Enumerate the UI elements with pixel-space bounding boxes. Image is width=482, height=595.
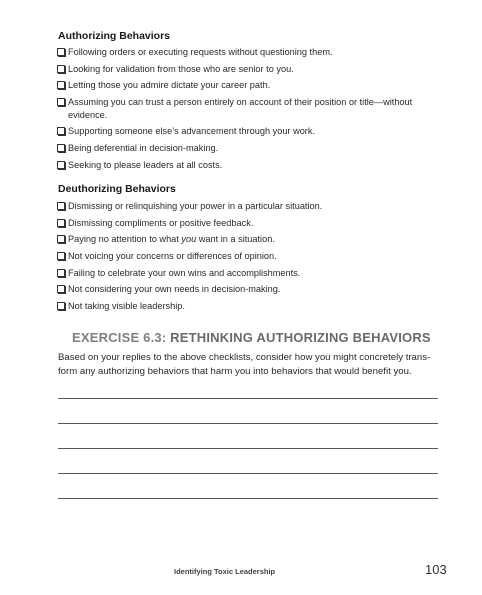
checklist-item-label: Being deferential in decision-making. xyxy=(68,142,219,153)
checkbox-icon[interactable] xyxy=(57,252,65,260)
checkbox-icon[interactable] xyxy=(57,98,65,106)
checklist-item-label: Not taking visible leadership. xyxy=(68,301,185,312)
answer-line[interactable] xyxy=(58,473,438,474)
authorizing-behaviors-heading: Authorizing Behaviors xyxy=(58,30,171,42)
checklist-item-label: Looking for validation from those who are senior to you. xyxy=(68,63,294,74)
deauthorizing-checklist xyxy=(57,200,447,317)
authorizing-checklist xyxy=(57,46,447,175)
checklist-item[interactable] xyxy=(57,46,447,59)
checkbox-icon[interactable] xyxy=(57,269,65,277)
checklist-item[interactable] xyxy=(57,159,447,172)
checkbox-icon[interactable] xyxy=(57,65,65,73)
checklist-item[interactable] xyxy=(57,217,447,230)
checkbox-icon[interactable] xyxy=(57,235,65,243)
checklist-item-label: Supporting someone else’s advancement through your work. xyxy=(68,126,316,137)
answer-line[interactable] xyxy=(58,498,438,499)
checklist-item-label: Dismissing or relinquishing your power in a particular situation. xyxy=(68,201,323,211)
checklist-item[interactable] xyxy=(57,125,447,138)
exercise-label: EXERCISE 6.3: xyxy=(72,330,167,345)
exercise-heading xyxy=(72,330,431,345)
checklist-item[interactable] xyxy=(57,142,447,155)
checkbox-icon[interactable] xyxy=(57,161,65,169)
checkbox-icon[interactable] xyxy=(57,302,65,310)
checklist-item-label: Following orders or executing requests without questioning them. xyxy=(68,47,333,57)
checkbox-icon[interactable] xyxy=(57,144,65,152)
checklist-item-label: Letting those you admire dictate your career path. xyxy=(68,80,271,91)
checklist-item-label: Seeking to please leaders at all costs. xyxy=(68,159,223,170)
checklist-item[interactable] xyxy=(57,96,447,121)
checkbox-icon[interactable] xyxy=(57,48,65,56)
checklist-item[interactable] xyxy=(57,63,447,76)
checklist-item[interactable] xyxy=(57,283,447,296)
checklist-item-label xyxy=(68,234,275,244)
deauthorizing-behaviors-heading: Deuthorizing Behaviors xyxy=(58,183,176,195)
checklist-item-label: Not voicing your concerns or differences of opinion. xyxy=(68,251,277,262)
page-number: 103 xyxy=(425,562,447,577)
answer-line[interactable] xyxy=(58,423,438,424)
checklist-item-label: Dismissing compliments or positive feedback. xyxy=(68,217,254,228)
checklist-item[interactable] xyxy=(57,250,447,263)
label-text-end: want in a situation. xyxy=(196,234,275,245)
checklist-item[interactable] xyxy=(57,233,447,246)
exercise-title: RETHINKING AUTHORIZING BEHAVIORS xyxy=(170,330,431,345)
checkbox-icon[interactable] xyxy=(57,285,65,293)
checkbox-icon[interactable] xyxy=(57,219,65,227)
checklist-item[interactable] xyxy=(57,200,447,213)
exercise-instructions: Based on your replies to the above checklists, consider how you might concretely transform any authorizing behaviors that harm you into behaviors that would benefit you. xyxy=(58,352,431,377)
checkbox-icon[interactable] xyxy=(57,202,65,210)
emphasis-you: you xyxy=(181,234,197,245)
checklist-item[interactable] xyxy=(57,300,447,313)
answer-line[interactable] xyxy=(58,398,438,399)
label-text-start: Paying no attention to what xyxy=(68,234,182,245)
checkbox-icon[interactable] xyxy=(57,127,65,135)
checklist-item-label: Failing to celebrate your own wins and accomplishments. xyxy=(68,267,301,278)
checklist-item[interactable] xyxy=(57,267,447,280)
running-footer-title: Identifying Toxic Leadership xyxy=(174,567,276,576)
checklist-item[interactable] xyxy=(57,79,447,92)
checklist-item-label: Assuming you can trust a person entirely on account of their position or title—without evidence. xyxy=(68,97,413,120)
answer-line[interactable] xyxy=(58,448,438,449)
checklist-item-label: Not considering your own needs in decision-making. xyxy=(68,284,281,295)
checkbox-icon[interactable] xyxy=(57,81,65,89)
